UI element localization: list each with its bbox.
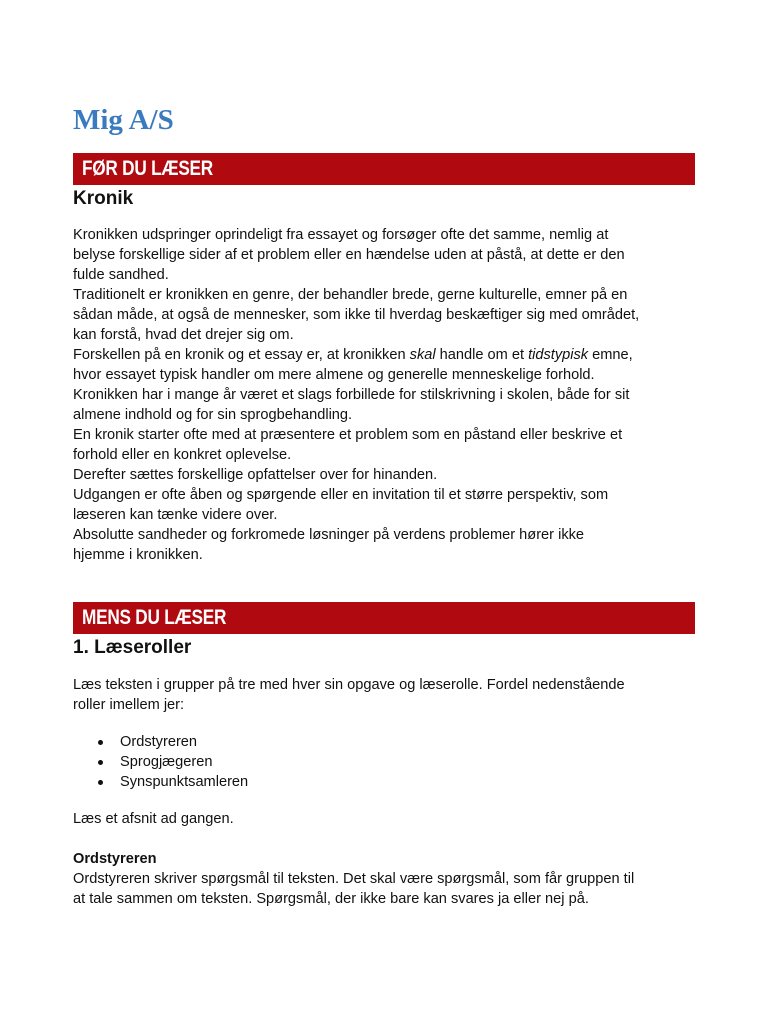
paragraph-line: Traditionelt er kronikken en genre, der behandler brede, gerne kulturelle, emner på en xyxy=(73,287,628,303)
section-heading-reader-roles: 1. Læseroller xyxy=(73,637,192,658)
paragraph-line: forhold eller en konkret oplevelse. xyxy=(73,447,292,463)
banner-label: MENS DU LÆSER xyxy=(82,606,227,629)
paragraph-line: læseren kan tænke videre over. xyxy=(73,507,278,523)
paragraph-line: Absolutte sandheder og forkromede løsninger på verdens problemer hører ikke xyxy=(73,527,585,543)
paragraph-line: at tale sammen om teksten. Spørgsmål, der ikke bare kan svares ja eller nej på. xyxy=(73,891,589,907)
emphasized-word: skal xyxy=(409,347,436,363)
role-label: Ordstyreren xyxy=(120,734,198,750)
paragraph-line: Kronikken udspringer oprindeligt fra essayet og forsøger ofte det samme, nemlig at xyxy=(73,227,609,243)
paragraph-line: Udgangen er ofte åben og spørgende eller en invitation til et større perspektiv, som xyxy=(73,487,609,503)
paragraph-line: Ordstyreren skriver spørgsmål til teksten. Det skal være spørgsmål, som får gruppen til xyxy=(73,871,635,887)
section-heading-kronik: Kronik xyxy=(73,188,134,209)
paragraph-line: almene indhold og for sin sprogbehandling. xyxy=(73,407,353,423)
document-title: Mig A/S xyxy=(73,104,174,136)
paragraph-line: roller imellem jer: xyxy=(73,697,185,713)
paragraph-line: Læs teksten i grupper på tre med hver sin opgave og læserolle. Fordel nedenstående xyxy=(73,677,625,693)
emphasized-word: tidstypisk xyxy=(528,347,589,363)
bullet-icon xyxy=(98,760,103,765)
role-label: Synspunktsamleren xyxy=(120,774,249,790)
bullet-icon xyxy=(98,740,103,745)
paragraph-line: hjemme i kronikken. xyxy=(73,547,203,563)
list-item xyxy=(96,732,248,752)
role-heading-ordstyreren: Ordstyreren xyxy=(73,851,157,867)
section-banner-before-reading xyxy=(73,153,695,185)
read-instruction xyxy=(73,809,703,829)
paragraph-line: Kronikken har i mange år været et slags forbillede for stilskrivning i skolen, både for sit xyxy=(73,387,630,403)
bullet-icon xyxy=(98,780,103,785)
paragraph-line-with-emphasis xyxy=(73,345,703,365)
line-segment: handle om et xyxy=(435,347,529,363)
list-item xyxy=(96,772,248,792)
roles-list xyxy=(96,732,248,792)
list-item xyxy=(96,752,248,772)
paragraph-line: En kronik starter ofte med at præsentere et problem som en påstand eller beskrive et xyxy=(73,427,623,443)
ordstyreren-description xyxy=(73,869,703,909)
role-label: Sprogjægeren xyxy=(120,754,213,770)
line-segment: Forskellen på en kronik og et essay er, at kronikken xyxy=(73,347,410,363)
reader-roles-intro xyxy=(73,675,703,715)
paragraph-line: belyse forskellige sider af et problem eller en hændelse uden at påstå, at dette er den xyxy=(73,247,625,263)
paragraph-line: Læs et afsnit ad gangen. xyxy=(73,811,234,827)
paragraph-line: hvor essayet typisk handler om mere almene og generelle menneskelige forhold. xyxy=(73,367,595,383)
paragraph-line: Derefter sættes forskellige opfattelser over for hinanden. xyxy=(73,467,438,483)
kronik-body-text xyxy=(73,225,703,565)
paragraph-line: fulde sandhed. xyxy=(73,267,169,283)
banner-label: FØR DU LÆSER xyxy=(82,157,213,180)
section-banner-during-reading xyxy=(73,602,695,634)
paragraph-line: kan forstå, hvad det drejer sig om. xyxy=(73,327,294,343)
line-segment: emne, xyxy=(588,347,633,363)
paragraph-line: sådan måde, at også de mennesker, som ikke til hverdag beskæftiger sig med området, xyxy=(73,307,640,323)
